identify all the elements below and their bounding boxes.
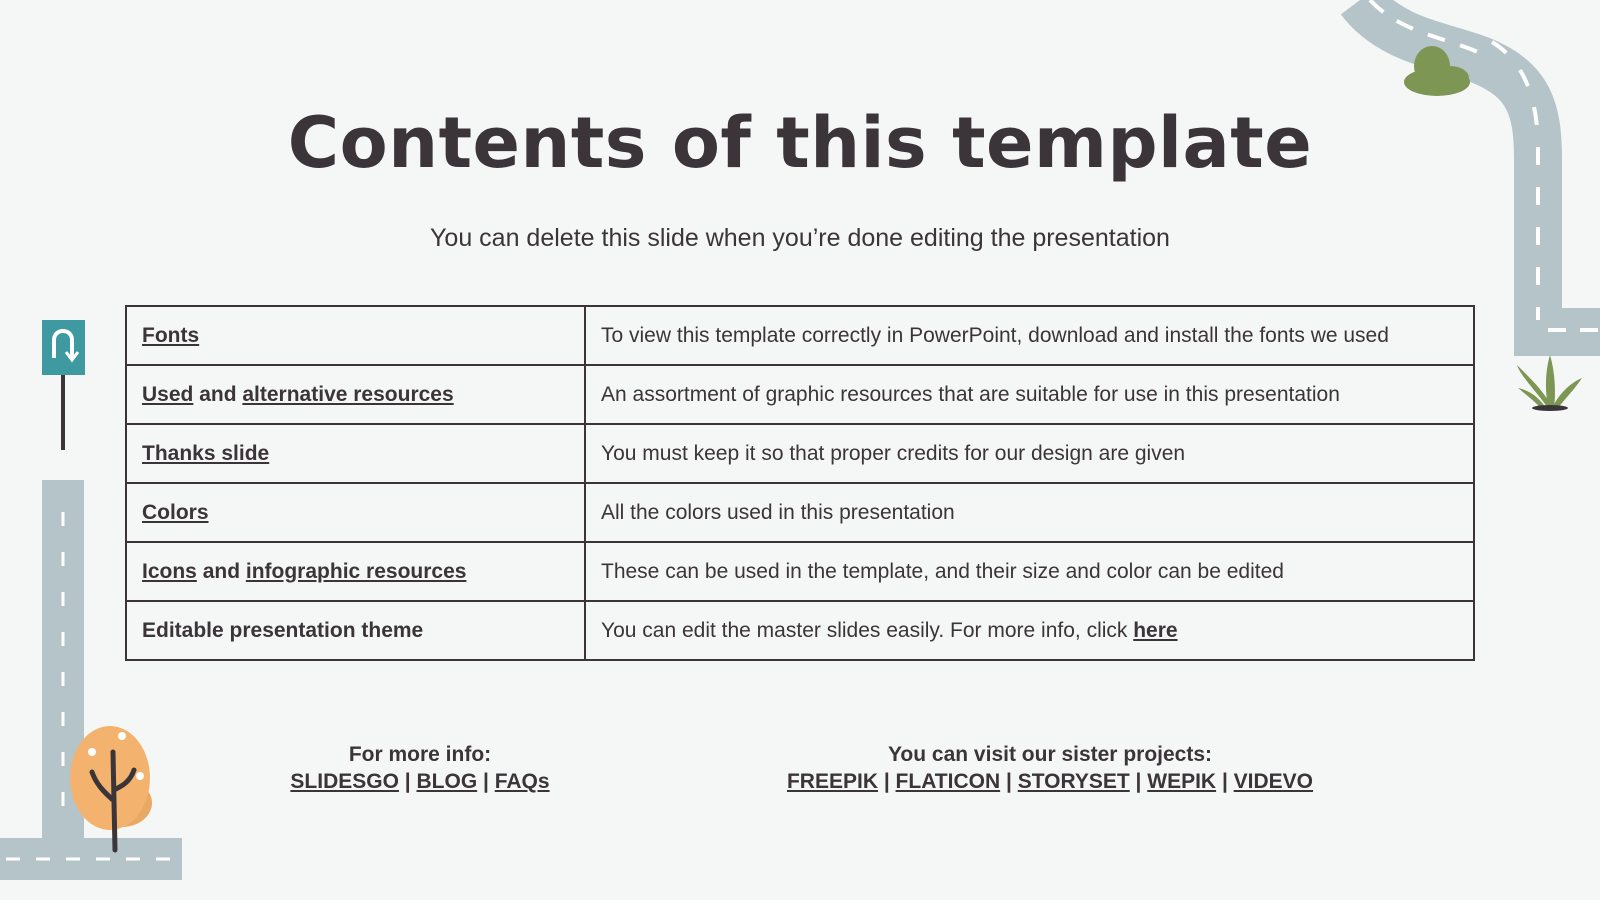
page-subtitle: You can delete this slide when you’re done editing the presentation xyxy=(430,224,1170,252)
footer-link[interactable]: SLIDESGO xyxy=(290,770,399,793)
name-text: and xyxy=(196,559,246,583)
description-text: These can be used in the template, and their size and color can be edited xyxy=(601,559,1284,583)
description-text: All the colors used in this presentation xyxy=(601,500,955,524)
footer-link[interactable]: VIDEVO xyxy=(1233,770,1314,793)
link-separator: | xyxy=(477,770,495,793)
row-description-cell xyxy=(585,424,1474,483)
row-name-cell xyxy=(126,365,585,424)
link-separator: | xyxy=(1000,770,1018,793)
page-title: Contents of this template xyxy=(287,102,1313,184)
footer-link[interactable]: FREEPIK xyxy=(786,770,878,793)
row-name-cell xyxy=(126,483,585,542)
description-text: To view this template correctly in PowerPoint, download and install the fonts we used xyxy=(601,323,1389,347)
table-row xyxy=(126,365,1474,424)
description-text: An assortment of graphic resources that are suitable for use in this presentation xyxy=(601,382,1340,406)
footer-link[interactable]: FAQs xyxy=(494,770,550,793)
row-description-cell xyxy=(585,483,1474,542)
name-text: Editable presentation theme xyxy=(142,618,424,642)
resource-link[interactable]: alternative resources xyxy=(242,382,454,406)
footer-left-heading: For more info: xyxy=(348,743,492,766)
here-link[interactable]: here xyxy=(1133,618,1178,642)
resource-link[interactable]: Icons xyxy=(142,559,197,583)
footer-sister-projects xyxy=(700,741,1400,795)
footer-link[interactable]: WEPIK xyxy=(1147,770,1217,793)
row-name-cell xyxy=(126,424,585,483)
table-row xyxy=(126,483,1474,542)
row-name-cell xyxy=(126,306,585,365)
footer-left-links xyxy=(220,768,620,795)
row-description-cell xyxy=(585,306,1474,365)
row-description-cell xyxy=(585,542,1474,601)
resource-link[interactable]: Thanks slide xyxy=(142,441,270,465)
row-name-cell xyxy=(126,601,585,660)
footer-link[interactable]: BLOG xyxy=(416,770,478,793)
footer-more-info xyxy=(220,741,620,795)
row-name-cell xyxy=(126,542,585,601)
u-turn-sign-icon xyxy=(42,320,85,450)
link-separator: | xyxy=(878,770,896,793)
table-row xyxy=(126,424,1474,483)
contents-table xyxy=(125,305,1475,661)
footer-link[interactable]: STORYSET xyxy=(1017,770,1130,793)
name-text: and xyxy=(193,382,243,406)
description-text: You can edit the master slides easily. For more info, click xyxy=(601,618,1134,642)
resource-link[interactable]: Colors xyxy=(142,500,209,524)
resource-link[interactable]: Fonts xyxy=(142,323,200,347)
table-row xyxy=(126,601,1474,660)
resource-link[interactable]: Used xyxy=(142,382,194,406)
description-text: You must keep it so that proper credits for our design are given xyxy=(601,441,1186,465)
link-separator: | xyxy=(1216,770,1234,793)
row-description-cell xyxy=(585,365,1474,424)
footer-link[interactable]: FLATICON xyxy=(895,770,1001,793)
link-separator: | xyxy=(1129,770,1148,793)
footer-right-links xyxy=(700,768,1400,795)
footer-right-heading: You can visit our sister projects: xyxy=(887,743,1213,766)
resource-link[interactable]: infographic resources xyxy=(245,559,467,583)
row-description-cell xyxy=(585,601,1474,660)
table-row xyxy=(126,542,1474,601)
grass-icon xyxy=(1517,355,1582,411)
link-separator: | xyxy=(398,770,417,793)
table-row xyxy=(126,306,1474,365)
